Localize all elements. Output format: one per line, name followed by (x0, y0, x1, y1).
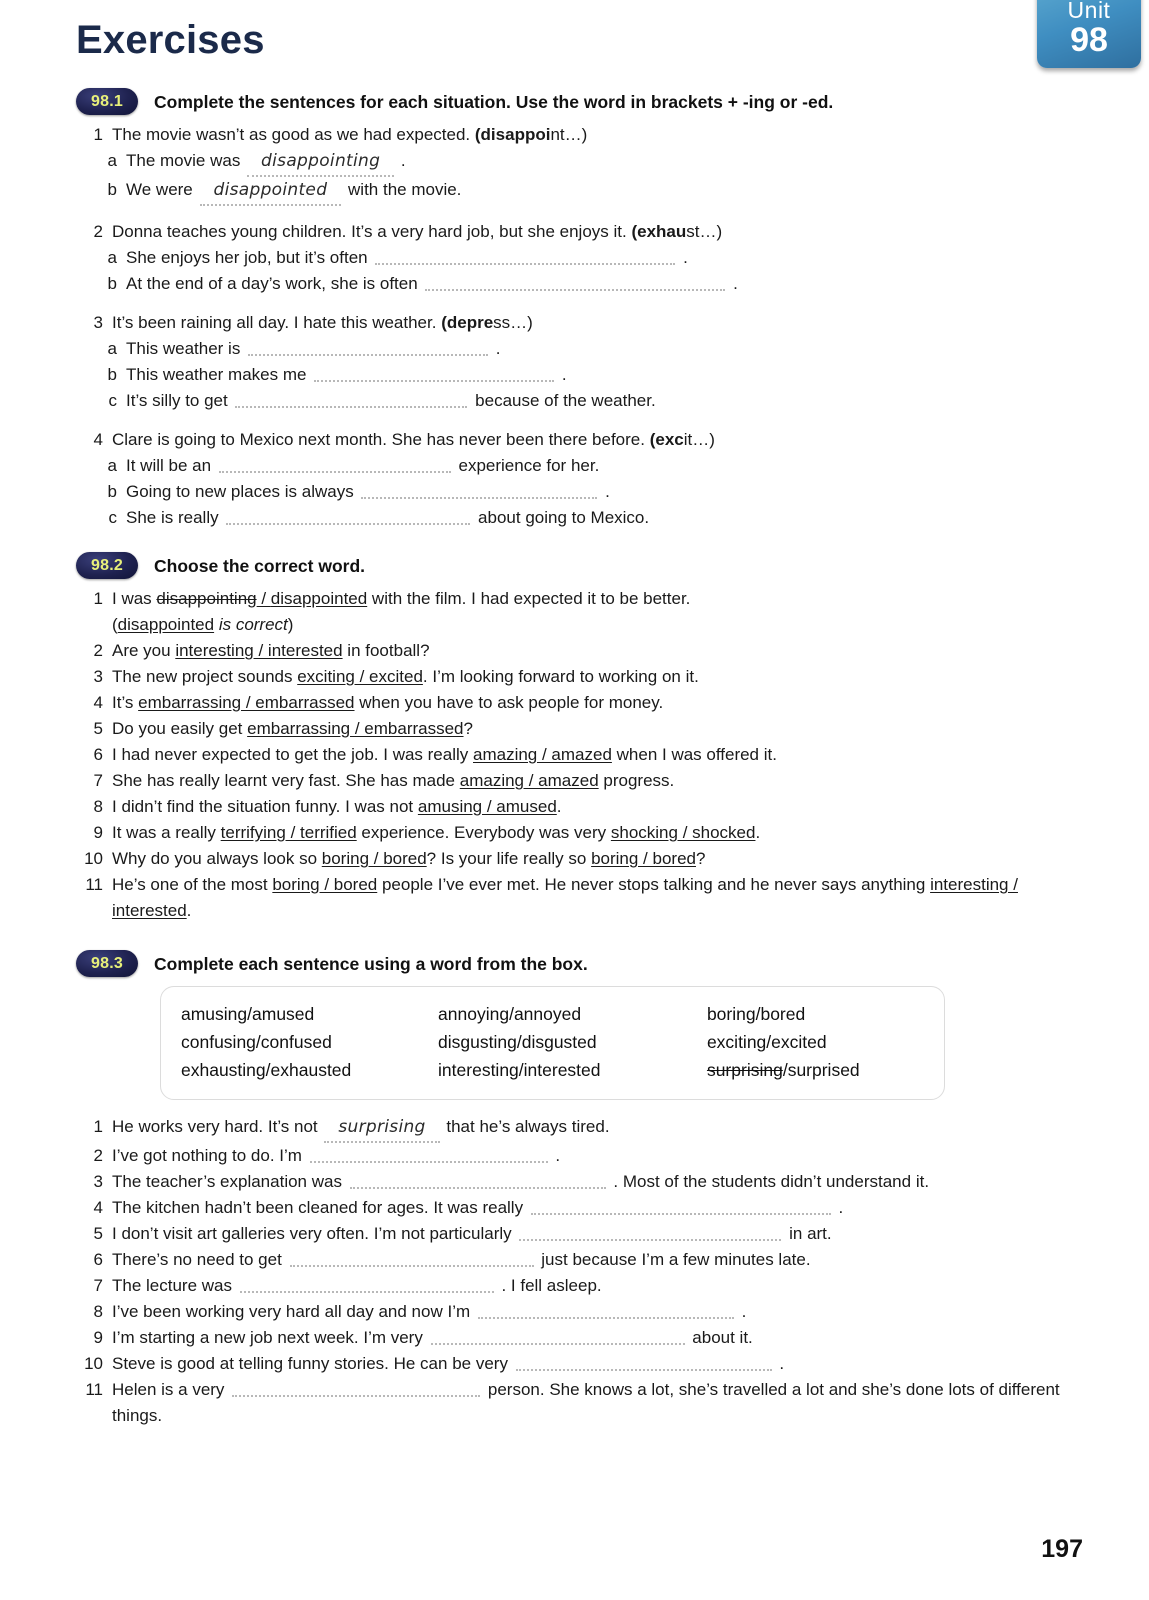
exercise-badge-98-3: 98.3 (76, 950, 138, 977)
answer-note: (disappointed is correct) (112, 615, 294, 634)
question-text: The movie wasn’t as good as we had expected. (disappoint…) (112, 125, 588, 144)
exercise-98-1-header (76, 88, 1076, 114)
page-number: 197 (1041, 1535, 1083, 1563)
word-box-item[interactable]: boring/bored (706, 1004, 806, 1024)
question-number: 1 (93, 125, 103, 144)
question-number: 5 (93, 1224, 103, 1243)
answer-blank[interactable] (248, 339, 488, 356)
question-text: There’s no need to get just because I’m a few minutes late. (112, 1250, 811, 1269)
sub-question-text: She enjoys her job, but it’s often . (126, 248, 688, 267)
question-text: She has really learnt very fast. She has made amazing / amazed progress. (112, 771, 675, 790)
sub-question-text: At the end of a day’s work, she is often . (126, 274, 738, 293)
question-number: 2 (93, 222, 103, 241)
question-text: He works very hard. It’s not surprising that he’s always tired. (112, 1114, 1076, 1143)
question-row (76, 716, 1076, 742)
sub-question-row (104, 336, 1076, 362)
question-text: Clare is going to Mexico next month. She has never been there before. (excit…) (112, 430, 715, 449)
question-text: Helen is a very person. She knows a lot, she’s travelled a lot and she’s done lots of different things. (112, 1380, 1060, 1425)
question-row (76, 1247, 1076, 1273)
question-text: He’s one of the most boring / bored people I’ve ever met. He never stops talking and he never says anything interesting / interested. (112, 875, 1018, 920)
exercise-98-3-header (76, 950, 1076, 976)
answer-blank[interactable] (431, 1328, 685, 1345)
question-row (76, 638, 1076, 664)
word-box-item[interactable]: confusing/confused (181, 1032, 332, 1052)
answer-blank[interactable] (519, 1224, 781, 1241)
answer-blank[interactable] (314, 365, 554, 382)
answer-blank[interactable] (310, 1146, 548, 1163)
exercise-98-1 (76, 88, 1076, 531)
answer-blank[interactable] (235, 391, 467, 408)
sub-question-row (104, 177, 1076, 206)
question-row (76, 1273, 1076, 1299)
question-number: 11 (85, 875, 103, 894)
sub-question-letter: a (107, 248, 117, 267)
exercise-98-3-instruction: Complete each sentence using a word from the box. (154, 954, 588, 974)
exercise-98-3-questions (76, 1114, 1076, 1429)
sub-question-text: This weather makes me . (126, 365, 567, 384)
answer-blank[interactable] (375, 248, 675, 265)
answer-blank[interactable] (232, 1380, 480, 1397)
question-text: I was disappointing / disappointed with the film. I had expected it to be better. (disappointed is correct) (112, 589, 691, 634)
question-row (76, 690, 1076, 716)
question-row (76, 1114, 1076, 1143)
sub-question-row (104, 453, 1076, 479)
question-number: 1 (93, 1117, 103, 1136)
question-row (76, 768, 1076, 794)
question-row (76, 427, 1076, 453)
question-text: It was a really terrifying / terrified experience. Everybody was very shocking / shocked. (112, 823, 761, 842)
question-text: I don’t visit art galleries very often. I’m not particularly in art. (112, 1224, 832, 1243)
question-row (76, 122, 1076, 148)
question-number: 8 (93, 797, 103, 816)
question-text: The new project sounds exciting / excited. I’m looking forward to working on it. (112, 667, 699, 686)
question-row (76, 1143, 1076, 1169)
exercise-badge-98-1: 98.1 (76, 88, 138, 115)
sub-question-letter: b (107, 365, 117, 384)
question-text: I’ve got nothing to do. I’m . (112, 1146, 561, 1165)
exercise-98-1-instruction (154, 88, 1076, 114)
question-row (76, 794, 1076, 820)
answer-note-word: disappointed (117, 615, 215, 634)
question-number: 7 (93, 771, 103, 790)
question-text: It’s embarrassing / embarrassed when you have to ask people for money. (112, 693, 664, 712)
sub-question-row (104, 148, 1076, 177)
sub-question-row (104, 245, 1076, 271)
word-box-column (418, 1000, 687, 1084)
question-text: Why do you always look so boring / bored? Is your life really so boring / bored? (112, 849, 706, 868)
question-row (76, 219, 1076, 245)
unit-badge (1037, 0, 1141, 68)
question-row (76, 586, 1076, 638)
sub-question-letter: b (107, 180, 117, 199)
question-row (76, 1325, 1076, 1351)
handwritten-answer: surprising (324, 1114, 439, 1143)
question-number: 9 (93, 823, 103, 842)
question-row (76, 1377, 1076, 1429)
sub-question-text: This weather is . (126, 339, 501, 358)
choice-option[interactable]: interesting / interested (112, 875, 1018, 920)
question-text: I didn’t find the situation funny. I was not amusing / amused. (112, 797, 562, 816)
answer-blank[interactable] (531, 1198, 831, 1215)
handwritten-answer: disappointed (200, 177, 342, 206)
sub-question-row (104, 479, 1076, 505)
word-box-item[interactable]: exciting/excited (706, 1032, 827, 1052)
question-number: 6 (93, 1250, 103, 1269)
unit-number: 98 (1070, 21, 1108, 59)
question-row (76, 872, 1076, 924)
choice-option[interactable]: amazing / amazed (473, 745, 612, 764)
sub-question-letter: b (107, 482, 117, 501)
question-row (76, 846, 1076, 872)
question-number: 5 (93, 719, 103, 738)
question-text: Donna teaches young children. It’s a very hard job, but she enjoys it. (exhaust…) (112, 222, 723, 241)
sub-question-text: We were disappointed with the movie. (126, 177, 1076, 206)
choice-option[interactable]: boring / bored (591, 849, 696, 868)
choice-separator: / (256, 589, 271, 608)
answer-blank[interactable] (226, 508, 470, 525)
sub-question-text: It’s silly to get because of the weather. (126, 391, 656, 410)
question-row (76, 1195, 1076, 1221)
question-number: 10 (84, 849, 103, 868)
word-box-item[interactable]: amusing/amused (181, 1004, 315, 1024)
question-number: 2 (93, 1146, 103, 1165)
question-text: The lecture was . I fell asleep. (112, 1276, 602, 1295)
question-number: 7 (93, 1276, 103, 1295)
cue-word: (depre (441, 313, 494, 332)
sub-question-letter: a (107, 456, 117, 475)
question-text: The kitchen hadn’t been cleaned for ages. It was really . (112, 1198, 844, 1217)
question-text: Do you easily get embarrassing / embarrassed? (112, 719, 473, 738)
question-text: The teacher’s explanation was . Most of the students didn’t understand it. (112, 1172, 930, 1191)
choice-option[interactable]: exciting / excited (297, 667, 423, 686)
question-number: 4 (93, 1198, 103, 1217)
word-box-column (161, 1000, 418, 1084)
question-text: I’m starting a new job next week. I’m very about it. (112, 1328, 753, 1347)
sub-question-text: Going to new places is always . (126, 482, 610, 501)
question-number: 4 (93, 693, 103, 712)
question-number: 3 (93, 313, 103, 332)
answer-blank[interactable] (478, 1302, 734, 1319)
question-text: Are you interesting / interested in football? (112, 641, 430, 660)
sub-question-letter: a (107, 151, 117, 170)
question-row (76, 1299, 1076, 1325)
struck-choice: disappointing (156, 589, 257, 608)
answer-blank[interactable] (361, 482, 597, 499)
word-box-item[interactable]: surprising/surprised (706, 1060, 860, 1080)
question-row (76, 1169, 1076, 1195)
choice-option[interactable]: embarrassing / embarrassed (247, 719, 464, 738)
exercise-badge-98-2: 98.2 (76, 552, 138, 579)
sub-question-letter: c (108, 508, 117, 527)
sub-question-letter: c (108, 391, 117, 410)
sub-question-text: It will be an experience for her. (126, 456, 600, 475)
choice-option[interactable]: terrifying / terrified (220, 823, 357, 842)
question-text: Steve is good at telling funny stories. He can be very . (112, 1354, 785, 1373)
choice-option[interactable]: amazing / amazed (459, 771, 599, 790)
unit-label: Unit (1067, 0, 1111, 23)
word-box (160, 986, 945, 1100)
sub-question-row (104, 505, 1076, 531)
answer-blank[interactable] (516, 1354, 772, 1371)
question-row (76, 1221, 1076, 1247)
page-title: Exercises (76, 18, 265, 62)
question-text: It’s been raining all day. I hate this weather. (depress…) (112, 313, 533, 332)
handwritten-answer: disappointing (247, 148, 394, 177)
answer-blank[interactable] (219, 456, 451, 473)
answer-blank[interactable] (290, 1250, 534, 1267)
question-row (76, 310, 1076, 336)
sub-question-letter: a (107, 339, 117, 358)
word-box-item[interactable]: annoying/annoyed (438, 1004, 582, 1024)
question-row (76, 1351, 1076, 1377)
word-box-item[interactable]: exhausting/exhausted (181, 1060, 352, 1080)
sub-question-letter: b (107, 274, 117, 293)
sub-question-row (104, 388, 1076, 414)
exercise-98-2-instruction: Choose the correct word. (154, 556, 366, 576)
sub-question-row (104, 271, 1076, 297)
answer-blank[interactable] (425, 274, 725, 291)
question-number: 3 (93, 667, 103, 686)
word-box-column (687, 1000, 944, 1084)
cue-word: (exc (649, 430, 684, 449)
question-number: 10 (84, 1354, 103, 1373)
question-text: I’ve been working very hard all day and now I’m . (112, 1302, 747, 1321)
exercise-98-2 (76, 552, 1076, 924)
exercise-98-1-questions (76, 122, 1076, 531)
choice-option[interactable]: shocking / shocked (610, 823, 756, 842)
choice-option[interactable]: embarrassing / embarrassed (138, 693, 355, 712)
choice-option[interactable]: boring / bored (321, 849, 427, 868)
choice-option[interactable]: amusing / amused (417, 797, 557, 816)
question-number: 9 (93, 1328, 103, 1347)
question-number: 6 (93, 745, 103, 764)
cue-word: (exhau (631, 222, 687, 241)
exercise-98-2-header (76, 552, 1076, 578)
choice-option[interactable]: boring / bored (272, 875, 378, 894)
word-box-item[interactable]: disgusting/disgusted (438, 1032, 597, 1052)
question-number: 2 (93, 641, 103, 660)
question-number: 1 (93, 589, 103, 608)
question-row (76, 742, 1076, 768)
sub-question-text: She is really about going to Mexico. (126, 508, 650, 527)
exercise-98-2-questions (76, 586, 1076, 924)
choice-option[interactable]: disappointed (270, 589, 368, 608)
question-number: 4 (93, 430, 103, 449)
struck-word: surprising (706, 1060, 783, 1080)
choice-option[interactable]: interesting / interested (175, 641, 343, 660)
sub-question-row (104, 362, 1076, 388)
word-box-item[interactable]: interesting/interested (438, 1060, 601, 1080)
question-text: I had never expected to get the job. I was really amazing / amazed when I was offered it. (112, 745, 777, 764)
question-row (76, 664, 1076, 690)
exercise-98-3 (76, 950, 1076, 1429)
question-number: 8 (93, 1302, 103, 1321)
sub-question-text: The movie was disappointing . (126, 148, 1076, 177)
question-number: 11 (85, 1380, 103, 1399)
cue-word: (disappoi (474, 125, 551, 144)
question-number: 3 (93, 1172, 103, 1191)
answer-blank[interactable] (350, 1172, 606, 1189)
instruction-text-part: Complete the sentences for each situation. Use the word in brackets + -ing or -ed. (154, 92, 834, 112)
answer-note-italic: is correct (214, 615, 288, 634)
question-row (76, 820, 1076, 846)
answer-blank[interactable] (240, 1276, 494, 1293)
